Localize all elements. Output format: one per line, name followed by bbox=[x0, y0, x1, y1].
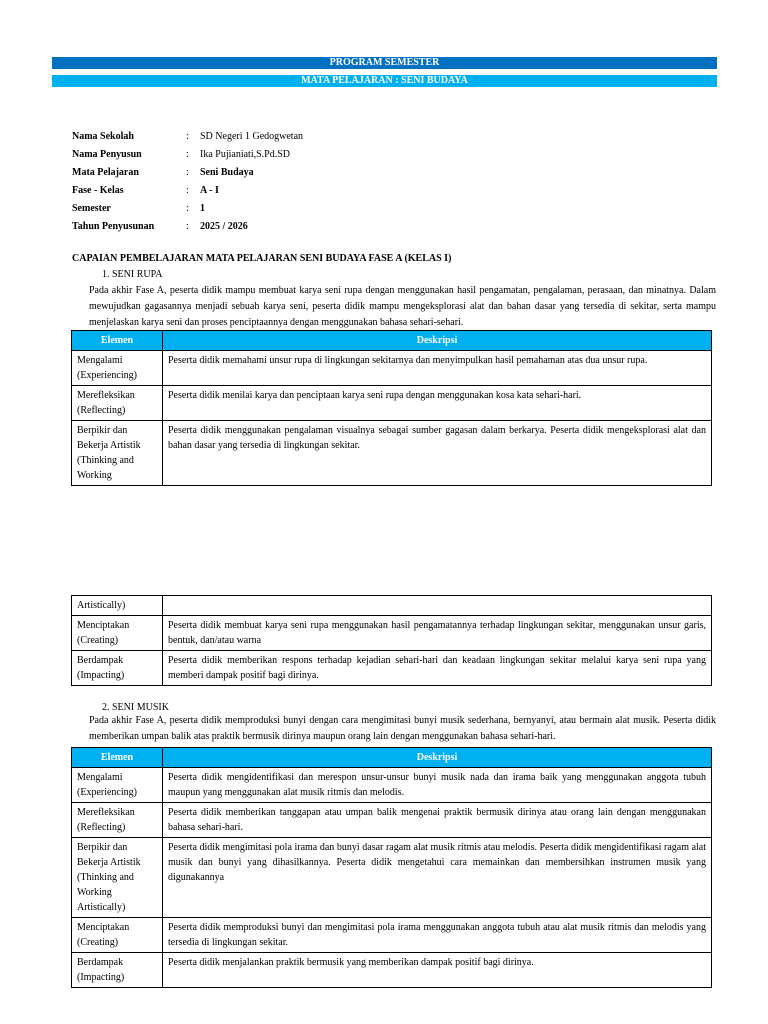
info-colon: : bbox=[186, 221, 189, 232]
info-label: Fase - Kelas bbox=[72, 185, 124, 196]
info-colon: : bbox=[186, 149, 189, 160]
table-header-row bbox=[72, 748, 712, 768]
info-value: 1 bbox=[200, 203, 205, 214]
seni-musik-title: 2. SENI MUSIK bbox=[102, 702, 169, 713]
seni-rupa-table-continued bbox=[71, 595, 712, 686]
info-value: Ika Pujianiati,S.Pd.SD bbox=[200, 149, 291, 160]
col-elemen-header: Elemen bbox=[72, 331, 163, 351]
deskripsi-cell: Peserta didik memahami unsur rupa di lingkungan sekitarnya dan menyimpulkan hasil pemahaman atas dua unsur rupa. bbox=[163, 351, 712, 386]
info-label: Nama Sekolah bbox=[72, 131, 134, 142]
section-heading: CAPAIAN PEMBELAJARAN MATA PELAJARAN SENI BUDAYA FASE A (KELAS I) bbox=[72, 253, 452, 264]
info-row bbox=[72, 218, 472, 236]
info-label: Tahun Penyusunan bbox=[72, 221, 155, 232]
info-row bbox=[72, 128, 472, 146]
table-header-row bbox=[72, 331, 712, 351]
info-value: 2025 / 2026 bbox=[200, 221, 248, 232]
elemen-cell: Mengalami (Experiencing) bbox=[72, 351, 163, 386]
deskripsi-cell: Peserta didik membuat karya seni rupa menggunakan hasil pengamatannya terhadap lingkungan sekitar, menggunakan unsur garis, bentuk, dan/atau warna bbox=[163, 616, 712, 651]
table-row bbox=[72, 616, 712, 651]
elemen-cell: Merefleksikan (Reflecting) bbox=[72, 803, 163, 838]
table-row bbox=[72, 351, 712, 386]
seni-rupa-paragraph: Pada akhir Fase A, peserta didik mampu membuat karya seni rupa dengan menggunakan hasil pengamatan, pengalaman, perasaan, dan minatnya. Dalam mewujudkan gagasannya menjadi sebuah karya seni, peserta didik mampu mengeksplorasi alat dan bahan dasar yang tersedia di sekitar, serta mampu menjelaskan karya seni dan proses penciptaannya dengan menggunakan bahasa sehari-sehari. bbox=[89, 285, 716, 328]
school-info bbox=[72, 128, 472, 236]
table-row bbox=[72, 803, 712, 838]
info-value: A - I bbox=[200, 185, 219, 196]
header-subtitle: MATA PELAJARAN : SENI BUDAYA bbox=[52, 75, 717, 87]
deskripsi-cell: Peserta didik mengidentifikasi dan merespon unsur-unsur bunyi musik nada dan irama baik yang menggunakan anggota tubuh maupun yang menggunakan alat musik ritmis dan melodis. bbox=[163, 768, 712, 803]
header-title: PROGRAM SEMESTER bbox=[52, 57, 717, 69]
info-value: Seni Budaya bbox=[200, 167, 254, 178]
elemen-cell: Merefleksikan (Reflecting) bbox=[72, 386, 163, 421]
info-row bbox=[72, 182, 472, 200]
elemen-cell: Menciptakan (Creating) bbox=[72, 918, 163, 953]
table-row bbox=[72, 386, 712, 421]
info-row bbox=[72, 164, 472, 182]
deskripsi-cell: Peserta didik menjalankan praktik bermusik yang memberikan dampak positif bagi dirinya. bbox=[163, 953, 712, 988]
table-row bbox=[72, 838, 712, 918]
col-deskripsi-header: Deskripsi bbox=[163, 331, 712, 351]
info-colon: : bbox=[186, 203, 189, 214]
seni-musik-table bbox=[71, 747, 712, 988]
deskripsi-cell: Peserta didik memberikan respons terhadap kejadian sehari-hari dan keadaan lingkungan sekitar melalui karya seni rupa yang memberi dampak positif bagi dirinya. bbox=[163, 651, 712, 686]
table-row bbox=[72, 651, 712, 686]
elemen-cell: Berpikir dan Bekerja Artistik (Thinking and Working bbox=[72, 421, 163, 486]
seni-rupa-table bbox=[71, 330, 712, 486]
deskripsi-cell: Peserta didik mengimitasi pola irama dan bunyi dasar ragam alat musik ritmis atau melodis. Peserta didik mengidentifikasi ragam alat musik dan bunyi yang dihasilkannya. Peserta didik mengetahui cara memainkan dan membersihkan instrumen musik yang digunakannya bbox=[163, 838, 712, 918]
elemen-cell: Berdampak (Impacting) bbox=[72, 651, 163, 686]
elemen-cell: Mengalami (Experiencing) bbox=[72, 768, 163, 803]
deskripsi-cell: Peserta didik menilai karya dan penciptaan karya seni rupa dengan menggunakan kosa kata sehari-hari. bbox=[163, 386, 712, 421]
info-row bbox=[72, 146, 472, 164]
elemen-cell: Berdampak (Impacting) bbox=[72, 953, 163, 988]
info-label: Mata Pelajaran bbox=[72, 167, 139, 178]
info-colon: : bbox=[186, 131, 189, 142]
table-row bbox=[72, 918, 712, 953]
deskripsi-cell: Peserta didik memproduksi bunyi dan mengimitasi pola irama menggunakan anggota tubuh atau alat musik ritmis dan melodis yang tersedia di lingkungan sekitar. bbox=[163, 918, 712, 953]
table-row bbox=[72, 953, 712, 988]
table-row bbox=[72, 596, 712, 616]
deskripsi-cell: Peserta didik memberikan tanggapan atau umpan balik mengenai praktik bermusik dirinya atau orang lain dengan menggunakan bahasa sehari-hari. bbox=[163, 803, 712, 838]
info-row bbox=[72, 200, 472, 218]
info-label: Nama Penyusun bbox=[72, 149, 142, 160]
elemen-cell: Menciptakan (Creating) bbox=[72, 616, 163, 651]
table-row bbox=[72, 768, 712, 803]
elemen-cell: Berpikir dan Bekerja Artistik (Thinking and Working Artistically) bbox=[72, 838, 163, 918]
seni-rupa-title: 1. SENI RUPA bbox=[102, 269, 163, 280]
col-elemen-header: Elemen bbox=[72, 748, 163, 768]
info-value: SD Negeri 1 Gedogwetan bbox=[200, 131, 304, 142]
info-colon: : bbox=[186, 167, 189, 178]
col-deskripsi-header: Deskripsi bbox=[163, 748, 712, 768]
info-label: Semester bbox=[72, 203, 111, 214]
table-row bbox=[72, 421, 712, 486]
deskripsi-cell: Peserta didik menggunakan pengalaman visualnya sebagai sumber gagasan dalam berkarya. Peserta didik mengeksplorasi alat dan bahan dasar yang tersedia di lingkungan sekitar. bbox=[163, 421, 712, 486]
elemen-cell: Artistically) bbox=[72, 596, 163, 616]
info-colon: : bbox=[186, 185, 189, 196]
deskripsi-cell bbox=[163, 596, 712, 616]
seni-musik-paragraph: Pada akhir Fase A, peserta didik memproduksi bunyi dengan cara mengimitasi bunyi musik sederhana, bernyanyi, atau bermain alat musik. Peserta didik memberikan umpan balik atas praktik bermusik dirinya maupun orang lain dengan menggunakan bahasa sehari-hari. bbox=[89, 715, 716, 742]
